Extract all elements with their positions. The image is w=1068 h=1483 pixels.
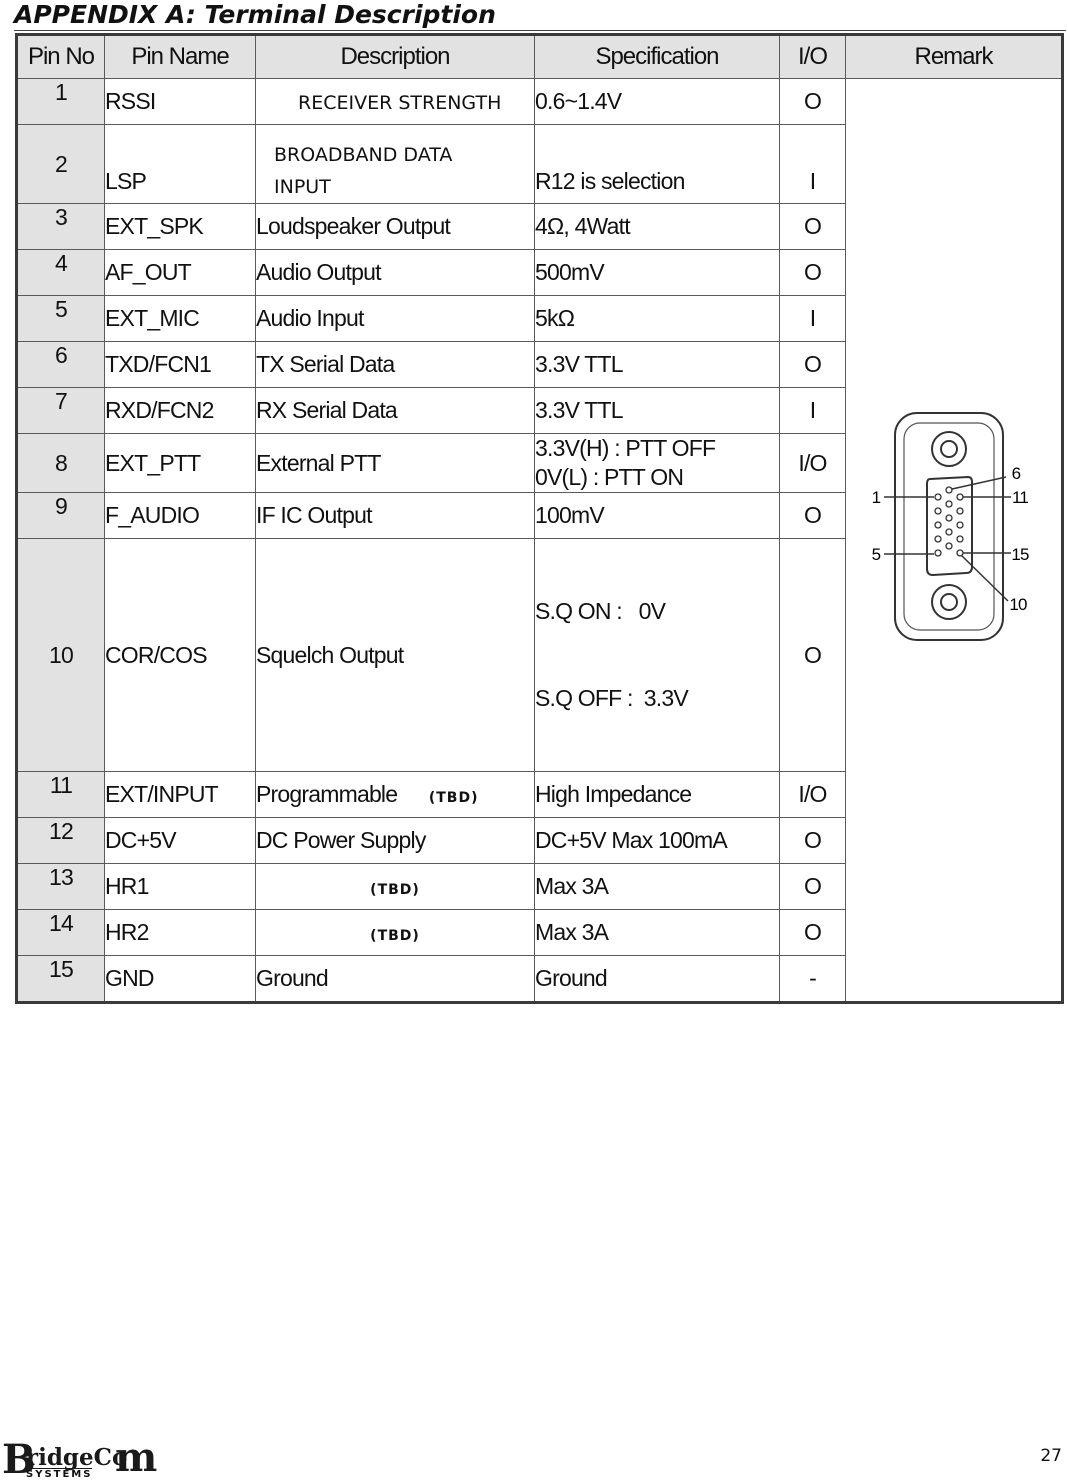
- pin-no: 3: [17, 204, 105, 250]
- tbd-note: (TBD): [370, 928, 420, 944]
- pin-specification: R12 is selection: [535, 125, 780, 204]
- pin-specification: Max 3A: [535, 910, 780, 956]
- logo-initial: B: [2, 1436, 36, 1483]
- page-number: 27: [1040, 1446, 1062, 1466]
- pin-no: 5: [17, 296, 105, 342]
- pin-no: 1: [17, 79, 105, 125]
- pin-description: RX Serial Data: [256, 388, 535, 434]
- pin-label-15: 15: [1011, 545, 1029, 564]
- pin-name: GND: [105, 956, 256, 1003]
- pin-no: 4: [17, 250, 105, 296]
- pin-no: 15: [17, 956, 105, 1003]
- pin-description: IF IC Output: [256, 493, 535, 539]
- pin-name: EXT_SPK: [105, 204, 256, 250]
- pin-io: -: [780, 956, 846, 1003]
- pin-io: I/O: [780, 434, 846, 493]
- spec-line-2: S.Q OFF : 3.3V: [535, 685, 688, 711]
- pin-specification: 0.6~1.4V: [535, 79, 780, 125]
- pin-name: HR2: [105, 910, 256, 956]
- pin-io: O: [780, 204, 846, 250]
- pin-no: 10: [17, 539, 105, 772]
- pin-label-1: 1: [871, 488, 881, 507]
- pin-specification: 3.3V TTL: [535, 388, 780, 434]
- description-line-1: BROADBAND DATA: [274, 144, 453, 166]
- pin-name: AF_OUT: [105, 250, 256, 296]
- pin-io: O: [780, 342, 846, 388]
- pin-io: I: [780, 388, 846, 434]
- pin-no: 14: [17, 910, 105, 956]
- pin-no: 13: [17, 864, 105, 910]
- pin-specification: [535, 434, 780, 493]
- table-row: [17, 79, 1063, 125]
- description-text: RECEIVER STRENGTH: [298, 92, 502, 114]
- pin-no: 7: [17, 388, 105, 434]
- pin-no: 9: [17, 493, 105, 539]
- pin-name: RSSI: [105, 79, 256, 125]
- pin-specification: 500mV: [535, 250, 780, 296]
- table-header-row: [17, 35, 1063, 79]
- pin-label-10: 10: [1009, 595, 1027, 614]
- pin-specification: 100mV: [535, 493, 780, 539]
- pin-name: LSP: [105, 125, 256, 204]
- pin-name: EXT_MIC: [105, 296, 256, 342]
- pin-name: F_AUDIO: [105, 493, 256, 539]
- pin-name: DC+5V: [105, 818, 256, 864]
- pin-no: 12: [17, 818, 105, 864]
- logo-subtitle: SYSTEMS: [26, 1469, 93, 1480]
- pin-specification: [535, 539, 780, 772]
- tbd-note: (TBD): [370, 882, 420, 898]
- pin-specification: Max 3A: [535, 864, 780, 910]
- pin-io: O: [780, 250, 846, 296]
- pin-io: O: [780, 79, 846, 125]
- pin-io: I: [780, 125, 846, 204]
- pin-description: [256, 125, 535, 204]
- pin-description: [256, 772, 535, 818]
- pin-description: DC Power Supply: [256, 818, 535, 864]
- pin-description: Squelch Output: [256, 539, 535, 772]
- pin-no: 11: [17, 772, 105, 818]
- description-line-2: INPUT: [274, 176, 331, 198]
- pin-name: RXD/FCN2: [105, 388, 256, 434]
- spec-line-2: 0V(L) : PTT ON: [535, 464, 684, 490]
- pin-name: COR/COS: [105, 539, 256, 772]
- pin-description: External PTT: [256, 434, 535, 493]
- pin-no: 6: [17, 342, 105, 388]
- terminal-table: [15, 33, 1064, 1004]
- header-pin-no: Pin No: [17, 35, 105, 79]
- pin-description: TX Serial Data: [256, 342, 535, 388]
- header-description: Description: [256, 35, 535, 79]
- pin-description: Audio Output: [256, 250, 535, 296]
- appendix-heading: APPENDIX A: Terminal Description: [14, 0, 496, 29]
- spec-line-1: 3.3V(H) : PTT OFF: [535, 435, 716, 461]
- spec-line-1: S.Q ON : 0V: [535, 598, 666, 624]
- pin-name: HR1: [105, 864, 256, 910]
- logo-tail: m: [115, 1434, 158, 1481]
- pin-specification: Ground: [535, 956, 780, 1003]
- header-specification: Specification: [535, 35, 780, 79]
- pin-specification: 5kΩ: [535, 296, 780, 342]
- pin-description: Loudspeaker Output: [256, 204, 535, 250]
- bridgecom-logo: [2, 1434, 158, 1483]
- pin-description: [256, 864, 535, 910]
- logo-wordmark: ridgeCo: [26, 1444, 128, 1471]
- db15-connector-diagram: [846, 397, 1063, 677]
- remark-cell: [846, 79, 1063, 1003]
- pin-specification: High Impedance: [535, 772, 780, 818]
- header-pin-name: Pin Name: [105, 35, 256, 79]
- pin-name: EXT_PTT: [105, 434, 256, 493]
- pin-specification: 4Ω, 4Watt: [535, 204, 780, 250]
- pin-description: Audio Input: [256, 296, 535, 342]
- pin-io: O: [780, 539, 846, 772]
- pin-io: I/O: [780, 772, 846, 818]
- pin-specification: DC+5V Max 100mA: [535, 818, 780, 864]
- pin-io: O: [780, 493, 846, 539]
- pin-no: 2: [17, 125, 105, 204]
- pin-name: TXD/FCN1: [105, 342, 256, 388]
- pin-label-5: 5: [871, 545, 881, 564]
- pin-specification: 3.3V TTL: [535, 342, 780, 388]
- pin-description: [256, 910, 535, 956]
- header-io: I/O: [780, 35, 846, 79]
- pin-io: O: [780, 818, 846, 864]
- pin-description: Ground: [256, 956, 535, 1003]
- pin-io: I: [780, 296, 846, 342]
- pin-io: O: [780, 910, 846, 956]
- description-text: Programmable: [256, 781, 398, 807]
- tbd-note: (TBD): [428, 790, 479, 806]
- pin-name: EXT/INPUT: [105, 772, 256, 818]
- pin-label-6: 6: [1011, 464, 1021, 483]
- pin-label-11: 11: [1011, 488, 1029, 507]
- heading-rule: [14, 30, 1066, 31]
- pin-io: O: [780, 864, 846, 910]
- pin-no: 8: [17, 434, 105, 493]
- pin-description: [256, 79, 535, 125]
- header-remark: Remark: [846, 35, 1063, 79]
